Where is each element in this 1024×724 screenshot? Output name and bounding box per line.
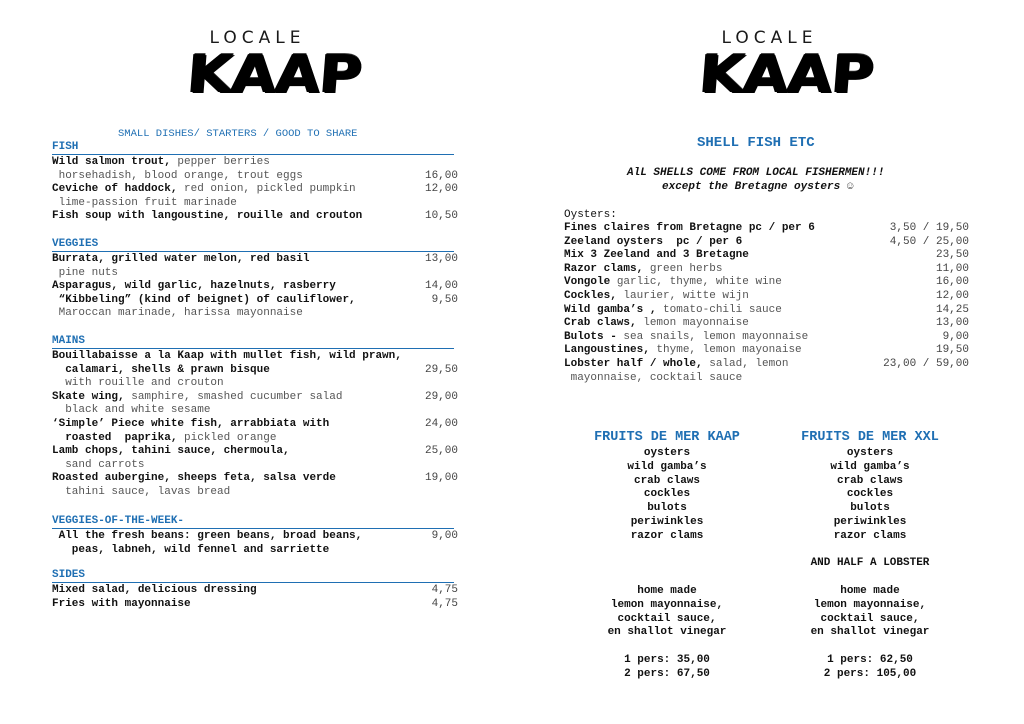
menu-item-line: [52, 280, 336, 294]
section-title-veggies: VEGGIES: [52, 238, 454, 252]
logo-top-text: LOCALE: [209, 28, 306, 48]
platter-item: crab claws: [633, 474, 700, 487]
dish-name: Bulots -: [564, 330, 617, 343]
dish-name: Ceviche of haddock,: [52, 183, 178, 196]
dish-name: peas, labneh, wild fennel and sarriette: [52, 543, 330, 556]
platter-sauce: home made: [840, 585, 900, 597]
dish-name: Razor clams,: [564, 262, 644, 275]
dish-name: Crab claws,: [564, 317, 637, 330]
dish-name: Bouillabaisse a la Kaap with mullet fish, wild prawn,: [52, 350, 402, 362]
platter-title: FRUITS DE MER KAAP: [594, 430, 740, 445]
menu-item-line: [52, 197, 237, 211]
menu-item-line: [52, 377, 224, 391]
section-title-mains: MAINS: [52, 335, 454, 349]
dish-name: All the fresh beans: green beans, broad beans,: [52, 530, 363, 542]
platter-price: 1 pers: 35,00: [624, 654, 710, 666]
menu-item-line: [52, 307, 303, 321]
dish-price: 23,50: [935, 249, 969, 262]
menu-item-line: [52, 445, 290, 459]
dish-price: 4,75: [431, 584, 458, 596]
menu-item-line: [52, 210, 362, 224]
dish-name: Vongole: [564, 276, 611, 289]
shells-note: AlL SHELLS COME FROM LOCAL FISHERMEN!!!: [627, 167, 885, 179]
section-title-sides: SIDES: [52, 569, 454, 583]
dish-description: mayonnaise, cocktail sauce: [564, 371, 743, 384]
dish-name: Zeeland oysters pc / per 6: [564, 235, 743, 248]
dish-price: 14,00: [424, 280, 458, 293]
dish-name: Wild salmon trout,: [52, 156, 171, 168]
menu-item-line: [52, 156, 270, 170]
platter-price: 2 pers: 67,50: [624, 667, 710, 680]
platter-item: razor clams: [833, 529, 907, 542]
dish-description: with rouille and crouton: [52, 377, 224, 390]
restaurant-logo: [185, 28, 364, 105]
menu-item-line: [52, 432, 276, 446]
platter-item: wild gamba’s: [627, 460, 707, 473]
dish-price: 12,00: [935, 290, 969, 302]
menu-item-line: [52, 364, 270, 378]
menu-item-line: [52, 472, 336, 486]
shellfish-item-line: [564, 222, 815, 236]
dish-name: Asparagus, wild garlic, hazelnuts, rasberry: [52, 280, 336, 293]
dish-price: 14,25: [935, 303, 969, 316]
dish-price: 24,00: [424, 418, 458, 430]
dish-price: 4,75: [431, 597, 458, 610]
dish-name: Lobster half / whole,: [564, 358, 703, 370]
dish-description: pepper berries: [170, 156, 270, 168]
restaurant-logo-right: [697, 28, 876, 105]
menu-item-line: [52, 183, 356, 197]
dish-name: Cockles,: [564, 290, 617, 302]
dish-name: Roasted aubergine, sheeps feta, salsa verde: [52, 472, 336, 485]
shellfish-item-line: [564, 344, 802, 358]
menu-item-line: [52, 350, 402, 364]
dish-name: “Kibbeling” (kind of beignet) of cauliflower,: [52, 293, 356, 306]
platter-item: cockles: [643, 488, 691, 501]
menu-item-line: [52, 391, 342, 405]
dish-price: 16,00: [424, 169, 458, 182]
dish-description: red onion, pickled pumpkin: [177, 183, 356, 196]
dish-name: Burrata, grilled water melon, red basil: [52, 253, 310, 265]
dish-price: 23,00 / 59,00: [883, 358, 969, 370]
dish-price: 16,00: [935, 276, 969, 289]
dish-price: 9,50: [431, 293, 458, 306]
menu-item-line: [52, 544, 329, 558]
dish-description: pickled orange: [177, 431, 277, 444]
dish-name: Fries with mayonnaise: [52, 597, 191, 610]
dish-name: Skate wing,: [52, 390, 125, 403]
dish-description: Maroccan marinade, harissa mayonnaise: [52, 307, 303, 320]
dish-name: Wild gamba’s ,: [564, 303, 657, 316]
dish-name: Mixed salad, delicious dressing: [52, 584, 257, 596]
shellfish-item-line: [564, 331, 808, 345]
dish-description: sand carrots: [52, 458, 145, 471]
section-title-fish: FISH: [52, 141, 454, 155]
platter-item: periwinkles: [833, 516, 907, 528]
platter-item: oysters: [846, 447, 894, 459]
dish-name: Fish soup with langoustine, rouille and crouton: [52, 210, 363, 223]
dish-description: lime-passion fruit marinade: [52, 196, 237, 209]
dish-description: samphire, smashed cucumber salad: [124, 390, 343, 403]
platter-sauce: cocktail sauce,: [617, 612, 717, 625]
dish-price: 29,00: [424, 390, 458, 403]
oysters-label: Oysters:: [564, 209, 617, 221]
dish-name: Fines claires from Bretagne pc / per 6: [564, 222, 815, 234]
shellfish-item-line: [564, 358, 788, 372]
dish-description: lemon mayonnaise: [636, 317, 749, 330]
dish-price: 13,00: [424, 253, 458, 265]
dish-description: horsehadish, blood orange, trout eggs: [52, 169, 303, 182]
shellfish-item-line: [564, 263, 722, 277]
dish-name: Langoustines,: [564, 344, 650, 357]
platter-sauce: home made: [637, 585, 697, 597]
platter-item: bulots: [647, 502, 687, 515]
dish-price: 9,00: [942, 330, 969, 343]
oysters-note: except the Bretagne oysters ☺: [662, 181, 854, 193]
platter-item: wild gamba’s: [830, 460, 910, 473]
dish-price: 19,00: [424, 472, 458, 485]
platter-sauce: en shallot vinegar: [810, 626, 930, 639]
platter-sauce: en shallot vinegar: [607, 626, 727, 639]
dish-price: 11,00: [935, 262, 969, 275]
dish-price: 25,00: [424, 445, 458, 458]
logo-main-text: KAAP: [185, 45, 364, 105]
platter-sauce: lemon mayonnaise,: [813, 598, 927, 611]
shellfish-header: SHELL FISH ETC: [697, 135, 815, 151]
shellfish-item-line: [564, 276, 782, 290]
logo-main-text: KAAP: [697, 45, 876, 105]
dish-description: black and white sesame: [52, 404, 211, 417]
dish-description: laurier, witte wijn: [616, 290, 749, 302]
shellfish-item-line: [564, 317, 749, 331]
menu-item-line: [52, 486, 230, 500]
dish-price: 9,00: [431, 530, 458, 542]
dish-description: thyme, lemon mayonaise: [649, 344, 802, 357]
menu-item-line: [52, 530, 362, 544]
platter-item: periwinkles: [630, 516, 704, 528]
shellfish-item-line: [564, 304, 782, 318]
platter-item: razor clams: [630, 529, 704, 542]
shellfish-item-line: [564, 249, 749, 263]
dish-price: 12,00: [424, 183, 458, 196]
platter-sauce: lemon mayonnaise,: [610, 598, 724, 611]
platter-item: cockles: [846, 488, 894, 501]
dish-price: 4,50 / 25,00: [889, 235, 969, 248]
dish-description: sea snails, lemon mayonnaise: [616, 330, 809, 343]
menu-item-line: [52, 584, 257, 598]
platter-price: 2 pers: 105,00: [823, 667, 917, 680]
dish-price: 13,00: [935, 317, 969, 330]
menu-item-line: [52, 598, 191, 612]
dish-name: Mix 3 Zeeland and 3 Bretagne: [564, 249, 749, 262]
dish-description: pine nuts: [52, 266, 119, 279]
platter-item: crab claws: [836, 474, 903, 487]
dish-name: roasted paprika,: [52, 431, 178, 444]
shellfish-item-line: [564, 372, 742, 386]
dish-description: tahini sauce, lavas bread: [52, 486, 231, 498]
dish-description: salad, lemon: [702, 358, 789, 370]
menu-item-line: [52, 459, 144, 473]
dish-name: calamari, shells & prawn bisque: [52, 363, 270, 376]
dish-description: garlic, thyme, white wine: [610, 276, 782, 289]
starters-header: SMALL DISHES/ STARTERS / GOOD TO SHARE: [118, 128, 358, 140]
right-menu-page: [512, 0, 1024, 724]
platter-extra: AND HALF A LOBSTER: [810, 557, 930, 569]
dish-name: ‘Simple’ Piece white fish, arrabbiata with: [52, 418, 330, 430]
menu-item-line: [52, 267, 118, 281]
platter-title: FRUITS DE MER XXL: [801, 430, 939, 445]
dish-description: tomato-chili sauce: [656, 303, 782, 316]
platter-price: 1 pers: 62,50: [827, 654, 913, 666]
menu-item-line: [52, 418, 329, 432]
dish-price: 10,50: [424, 210, 458, 223]
dish-name: Lamb chops, tahini sauce, chermoula,: [52, 445, 290, 458]
dish-price: 29,50: [424, 363, 458, 376]
menu-item-line: [52, 170, 303, 184]
shellfish-item-line: [564, 236, 742, 250]
platter-sauce: cocktail sauce,: [820, 612, 920, 625]
dish-description: green herbs: [643, 262, 723, 275]
section-title-vow: VEGGIES-OF-THE-WEEK-: [52, 515, 454, 529]
platter-item: bulots: [850, 502, 890, 515]
platter-item: oysters: [643, 447, 691, 459]
logo-top-text: LOCALE: [721, 28, 818, 48]
menu-item-line: [52, 294, 356, 308]
menu-item-line: [52, 404, 210, 418]
menu-item-line: [52, 253, 309, 267]
dish-price: 3,50 / 19,50: [889, 222, 969, 234]
shellfish-item-line: [564, 290, 749, 304]
dish-price: 19,50: [935, 344, 969, 357]
